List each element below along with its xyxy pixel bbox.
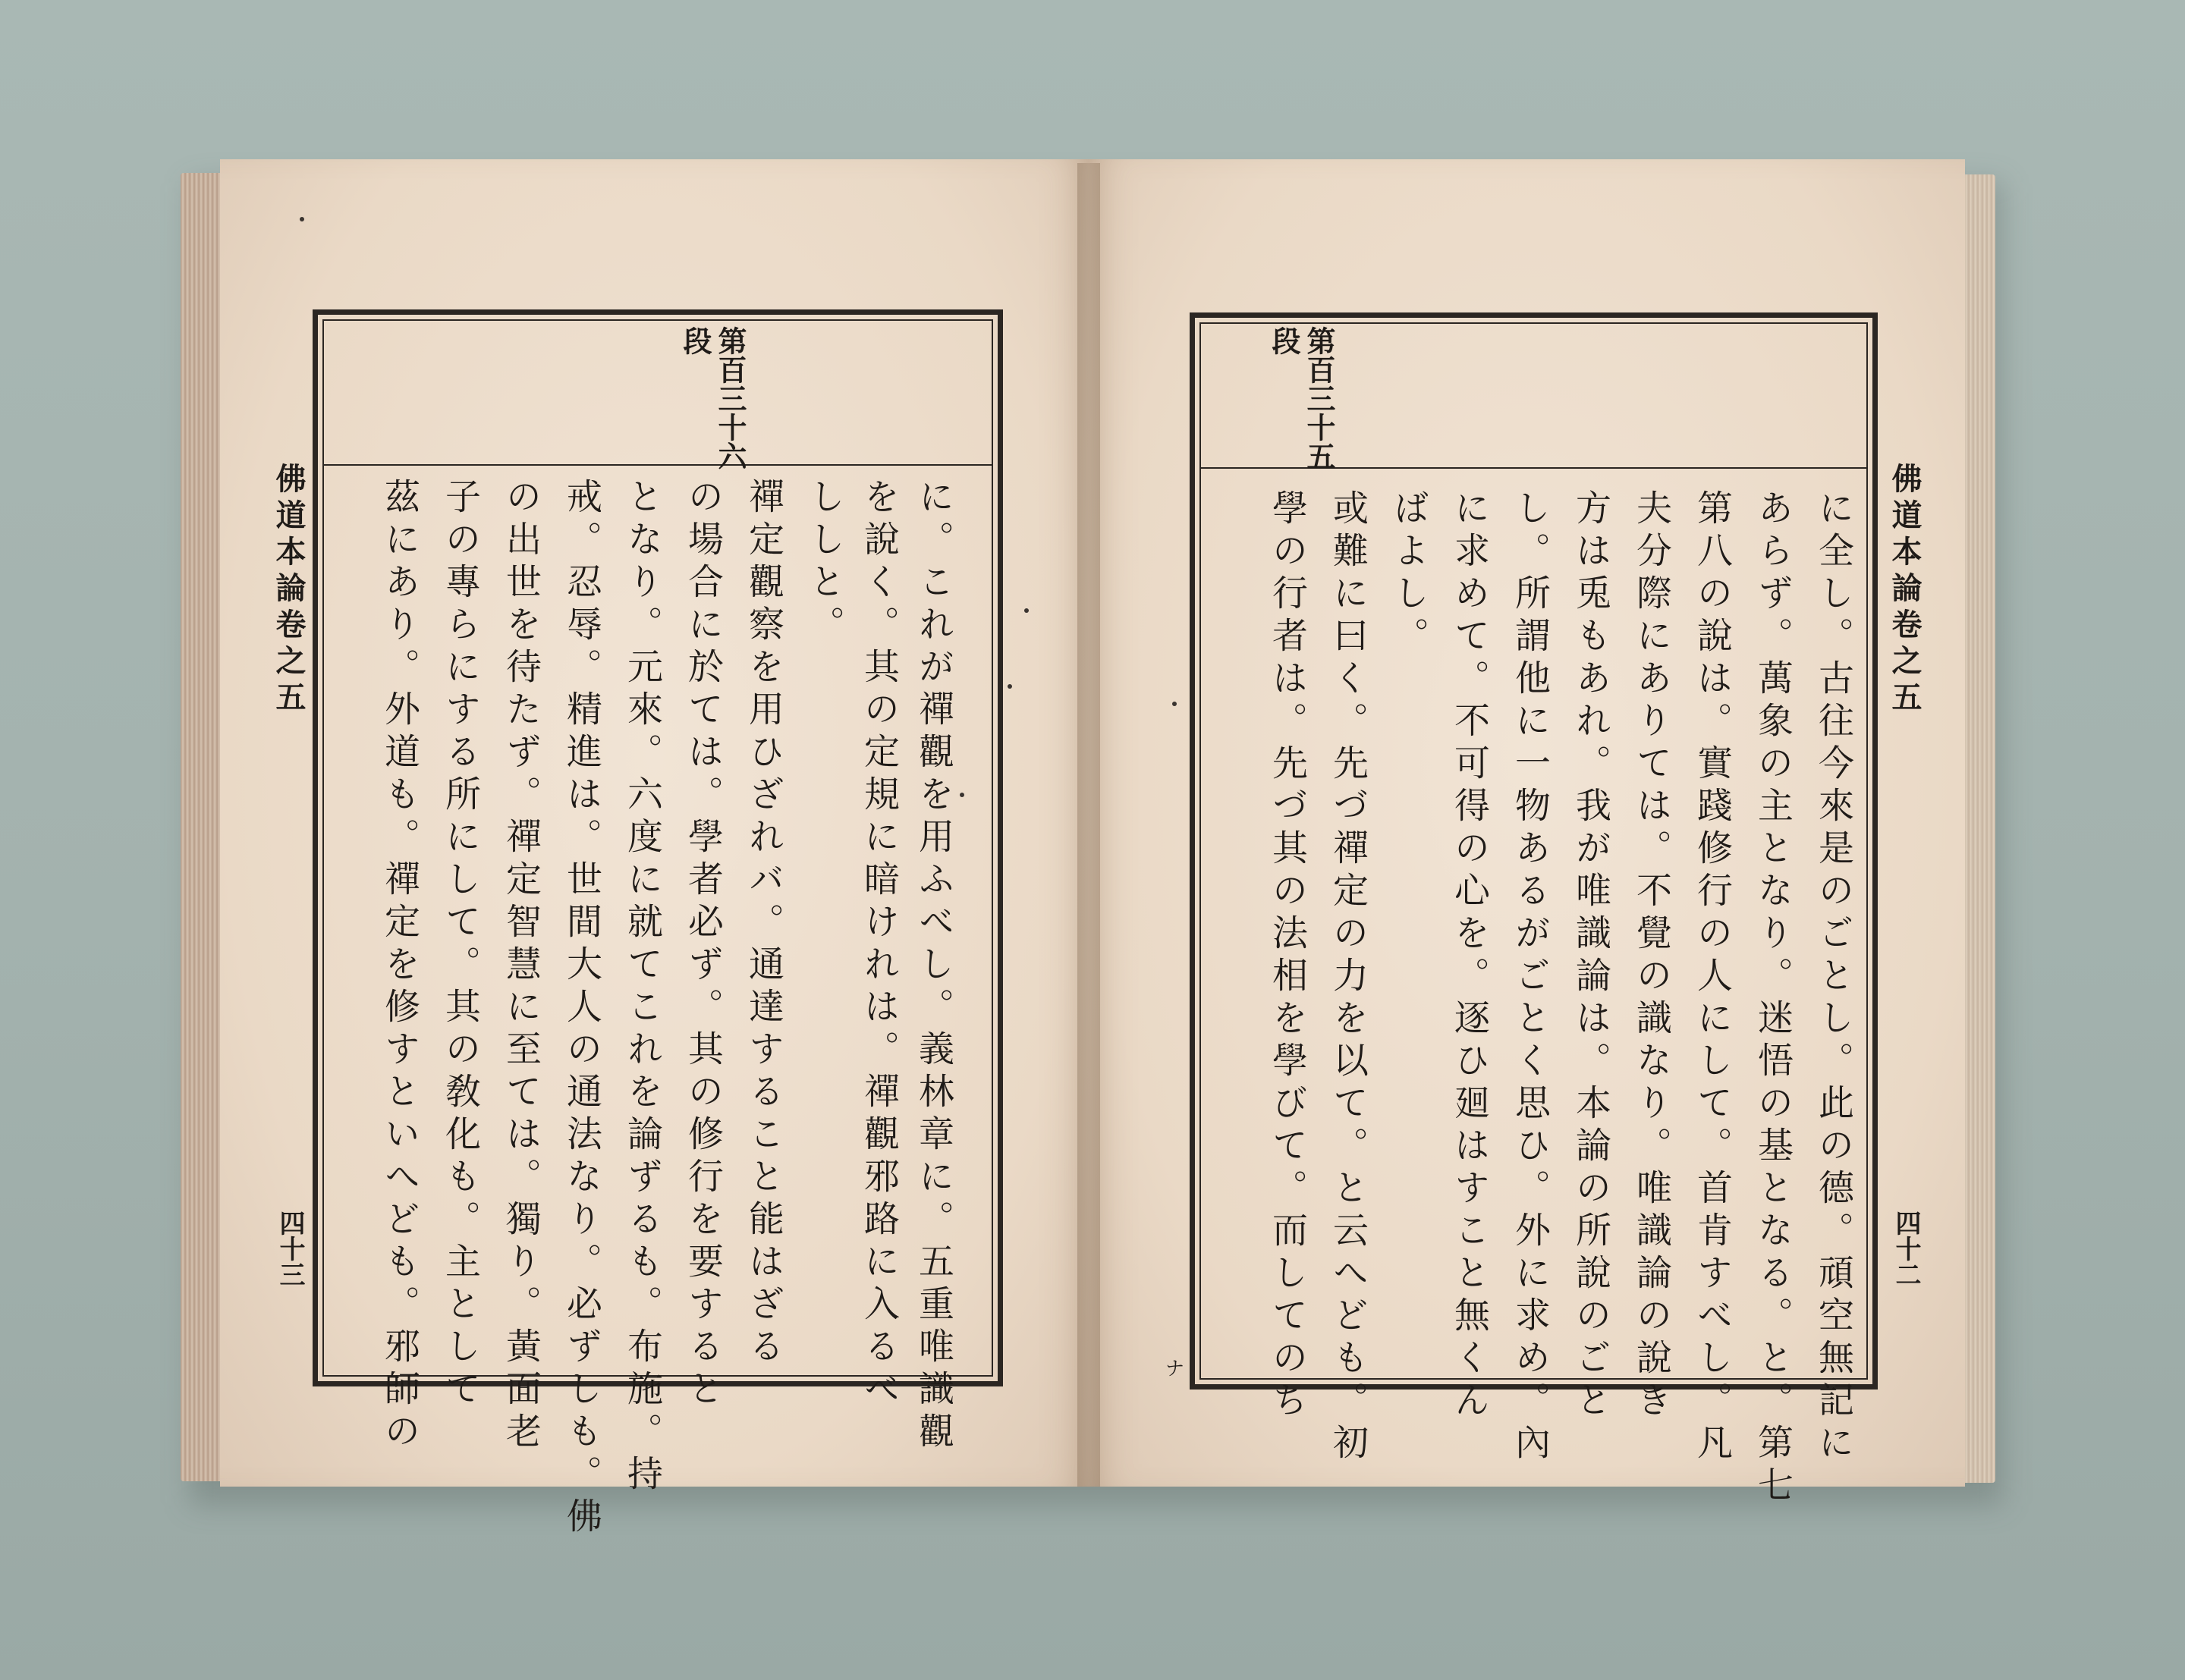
right-body-column: 夫分際にありては。不覺の識なり。唯識論の說き [1630,489,1672,1424]
left-body-column: となり。元來。六度に就てこれを論ずるも。布施。持 [621,478,663,1497]
right-body-column: 學の行者は。先づ其の法相を學びて。而してのち [1266,489,1308,1424]
right-body-column: 第八の說は。實踐修行の人にして。首肯すべし。凡 [1691,489,1733,1466]
right-section-heading-suffix: 段 [1267,326,1301,355]
left-body-column: 子の專らにする所にして。其の敎化も。主として [439,478,481,1412]
paper-speck [300,217,304,221]
left-body-column: 茲にあり。外道も。禪定を修すといへども。邪師の [379,478,420,1455]
left-body-column: の出世を待たず。禪定智慧に至ては。獨り。黃面老 [500,478,542,1455]
left-section-heading-main: 第百三十六 [713,326,747,470]
left-section-heading [715,326,745,470]
right-page-number: 四十二 [1891,1210,1921,1287]
left-running-head: 佛道本論卷之五 [271,463,307,718]
left-heading-rule [323,464,992,466]
right-section-heading-main: 第百三十五 [1302,326,1336,470]
right-body-column: に求めて。不可得の心を。逐ひ廻はすこと無くん [1448,489,1490,1424]
paper-speck [1172,702,1177,706]
right-heading-rule [1200,467,1867,469]
left-body-column: に。これが禪觀を用ふべし。義林章に。五重唯識觀 [913,478,954,1455]
right-margin-mark: ナ [1162,1358,1184,1377]
left-body-column: を說く。其の定規に暗けれは。禪觀邪路に入るべ [858,478,900,1412]
left-body-column: 戒。忍辱。精進は。世間大人の通法なり。必ずしも。佛 [561,478,602,1540]
right-body-column: に全し。古往今來是のごとし。此の德。頑空無記に [1812,489,1854,1466]
left-section-heading-suffix: 段 [678,326,712,355]
paper-speck [1008,684,1012,689]
left-body-column: ししと。 [803,478,845,648]
paper-speck [960,793,964,797]
right-body-column: し。所謂他に一物あるがごとく思ひ。外に求め。內 [1509,489,1551,1466]
left-body-column: 禪定觀察を用ひざれバ。通達すること能はざる [743,478,784,1370]
right-body-column: あらず。萬象の主となり。迷悟の基となる。と。第七 [1752,489,1794,1509]
left-page-edges [181,173,226,1481]
right-body-column: 方は兎もあれ。我が唯識論は。本論の所說のごと [1570,489,1611,1424]
right-running-head: 佛道本論卷之五 [1887,463,1922,718]
right-body-column: ばよし。 [1388,489,1429,659]
paper-speck [1024,608,1029,613]
book-gutter [1077,163,1100,1487]
right-body-column: 或難に曰く。先づ禪定の力を以て。と云へども。初 [1327,489,1369,1466]
left-page-number: 四十三 [275,1210,305,1287]
right-section-heading [1303,326,1334,470]
left-body-column: の場合に於ては。學者必ず。其の修行を要すると [682,478,724,1412]
